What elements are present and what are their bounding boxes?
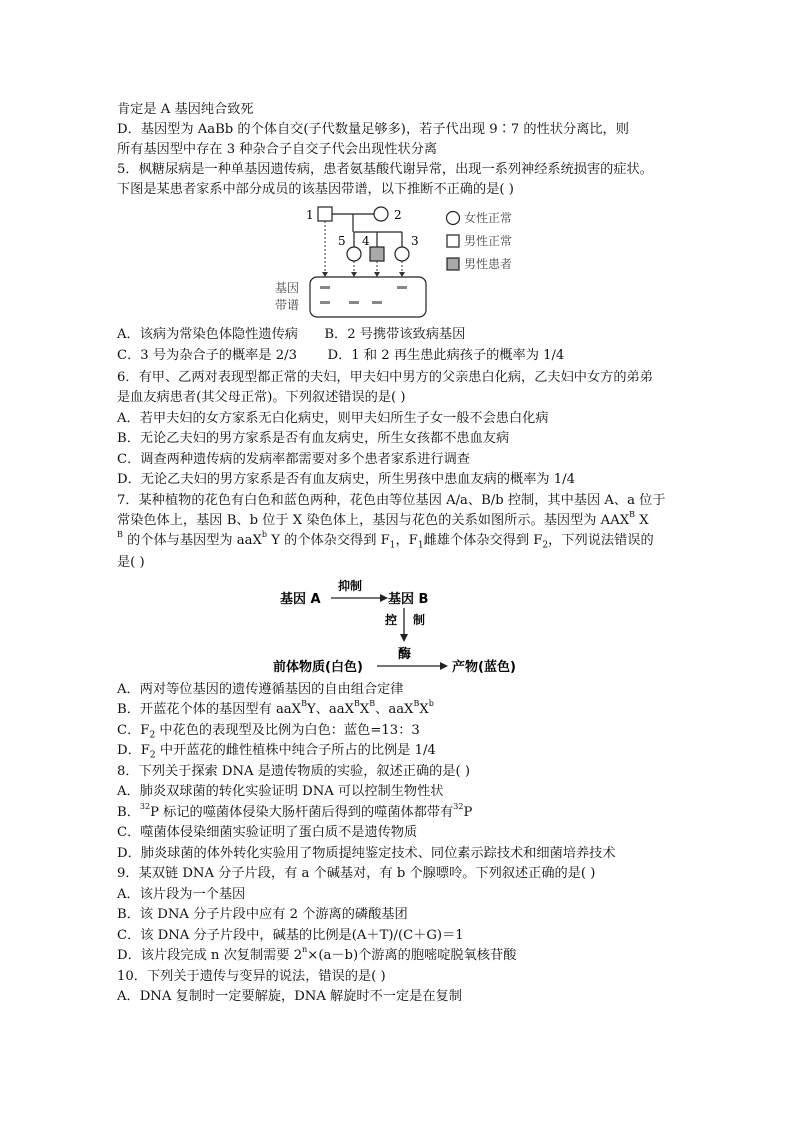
member-number: 5 (338, 234, 346, 248)
dna-band (320, 301, 330, 304)
question-7-stem: 7．某种植物的花色有白色和蓝色两种，花色由等位基因 A/a、B/b 控制，其中基因 A、a 位于 (117, 493, 666, 508)
question-9-option: B．该 DNA 分子片段中应有 2 个游离的磷酸基团 (117, 907, 408, 922)
question-7-stem: 常染色体上，基因 B、b 位于 X 染色体上，基因与花色的关系如图所示。基因型为 $AAX^B$ X (117, 510, 649, 528)
product-label: 产物(蓝色) (452, 660, 516, 675)
question-9-option: C．该 DNA 分子片段中，碱基的比例是(A＋T)/(C＋G)＝1 (117, 928, 464, 943)
female-normal-symbol (374, 207, 388, 221)
question-6-stem: 是血友病患者(其父母正常)。下列叙述错误的是( ) (117, 390, 406, 405)
question-9-option: D．该片段完成 n 次复制需要 $2^n\times(a-b)$个游离的胞嘧啶脱氧核苷酸 (117, 945, 517, 963)
dna-band (397, 286, 407, 289)
pedigree-figure (270, 202, 530, 320)
legend-female-symbol (447, 212, 460, 225)
band-spectrum-box (310, 277, 426, 317)
legend-label: 男性患者 (464, 257, 513, 271)
question-10-stem: 10．下列关于遗传与变异的说法，错误的是( ) (117, 969, 386, 984)
enzyme-label: 酶 (398, 647, 412, 662)
question-7-stem: $^B$ 的个体与基因型为 aaX$^b$ Y 的个体杂交得到 $F_1$，$F_1$雌雄个体杂交得到 $F_2$，下列说法错误的 (117, 530, 654, 551)
question-8-stem: 8．下列关于探索 DNA 是遗传物质的实验，叙述正确的是( ) (117, 764, 471, 779)
male-patient-symbol (370, 247, 384, 261)
member-number: 1 (306, 208, 314, 222)
question-6-option: B．无论乙夫妇的男方家系是否有血友病史，所生女孩都不患血友病 (117, 431, 510, 446)
member-number: 4 (362, 234, 370, 248)
question-5-options: C．3 号为杂合子的概率是 2/3 D．1 和 2 再生患此病孩子的概率为 1/4 (117, 348, 565, 363)
question-7-option: D．$F_2$ 中开蓝花的雌性植株中纯合子所占的比例是 1/4 (117, 743, 436, 761)
inhibit-label: 抑制 (338, 579, 363, 593)
band-label: 基因 (275, 281, 300, 295)
question-5-stem: 5．枫糖尿病是一种单基因遗传病，患者氨基酸代谢异常，出现一系列神经系统损害的症状。 (117, 162, 653, 177)
gene-a-label: 基因 A (280, 592, 321, 607)
question-8-option: C．噬菌体侵染细菌实验证明了蛋白质不是遗传物质 (117, 825, 418, 840)
question-5-options: A．该病为常染色体隐性遗传病 B．2 号携带该致病基因 (117, 327, 466, 342)
text-line: 所有基因型中存在 3 种杂合子自交子代会出现性状分离 (117, 142, 438, 157)
question-7-option: C．$F_2$ 中花色的表现型及比例为白色：蓝色=13：3 (117, 723, 420, 741)
band-label: 带谱 (275, 298, 300, 312)
question-8-option: B．$^{32}$P 标记的噬菌体侵染大肠杆菌后得到的噬菌体都带有$^{32}$P (117, 802, 473, 820)
member-number: 3 (411, 234, 419, 248)
question-8-option: D．肺炎球菌的体外转化实验用了物质提纯鉴定技术、同位素示踪技术和细菌培养技术 (117, 846, 616, 861)
question-7-option: B．开蓝花个体的基因型有 aaX$^B$Y、$aaX^BX^B$、$aaX^BX^b$ (117, 699, 434, 717)
legend-patient-symbol (447, 258, 459, 270)
text-line: 肯定是 A 基因纯合致死 (117, 102, 254, 117)
question-10-option: A．DNA 复制时一定要解旋，DNA 解旋时不一定是在复制 (117, 989, 462, 1004)
female-normal-symbol (395, 247, 409, 261)
legend-label: 男性正常 (464, 234, 513, 248)
male-normal-symbol (318, 207, 332, 221)
question-9-option: A．该片段为一个基因 (117, 887, 246, 902)
question-6-option: D．无论乙夫妇的男方家系是否有血友病史，所生男孩中患血友病的概率为 1/4 (117, 472, 575, 487)
question-6-stem: 6．有甲、乙两对表现型都正常的夫妇，甲夫妇中男方的父亲患白化病，乙夫妇中女方的弟弟 (117, 370, 653, 385)
question-5-stem: 下图是某患者家系中部分成员的该基因带谱，以下推断不正确的是( ) (117, 182, 514, 197)
question-7-option: A．两对等位基因的遗传遵循基因的自由组合定律 (117, 682, 404, 697)
precursor-label: 前体物质(白色) (273, 660, 363, 675)
question-9-stem: 9．某双链 DNA 分子片段，有 a 个碱基对，有 b 个腺嘌呤。下列叙述正确的是( ) (117, 866, 596, 881)
text-line: D．基因型为 AaBb 的个体自交(子代数量足够多)，若子代出现 9∶7 的性状分离比，则 (117, 122, 629, 137)
member-number: 2 (394, 208, 402, 222)
question-6-option: A．若甲夫妇的女方家系无白化病史，则甲夫妇所生子女一般不会患白化病 (117, 411, 549, 426)
gene-pathway-figure (268, 576, 538, 680)
question-8-option: A．肺炎双球菌的转化实验证明 DNA 可以控制生物性状 (117, 784, 444, 799)
dna-band (349, 301, 359, 304)
question-7-stem: 是( ) (117, 555, 145, 570)
legend-label: 女性正常 (464, 211, 513, 225)
control-label: 控 (385, 613, 398, 627)
gene-b-label: 基因 B (388, 592, 429, 607)
control-label: 制 (413, 613, 426, 627)
dna-band (372, 301, 382, 304)
question-6-option: C．调查两种遗传病的发病率都需要对多个患者家系进行调查 (117, 452, 470, 467)
female-normal-symbol (347, 247, 361, 261)
dna-band (320, 286, 330, 289)
legend-male-symbol (447, 235, 459, 247)
